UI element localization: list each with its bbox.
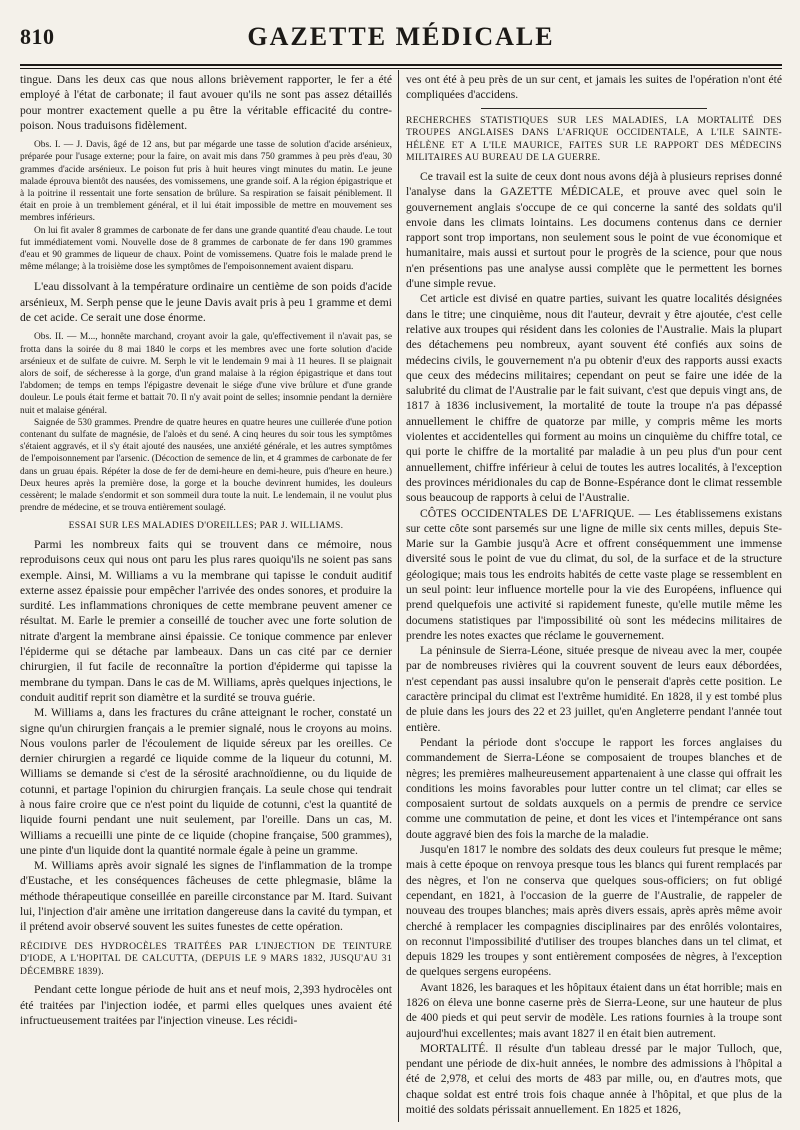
- right-column: [406, 72, 782, 1122]
- paragraph: M. Williams après avoir signalé les signes de l'inflammation de la trompe d'Eustache, et les conséquences fâcheuses de cette phlegmasie, blâme la méthode thérapeutique conseillée en pareille circonstance par M. Itard. Suivant lui, l'injection d'air amène une irritation dangereuse dans la cavité du tympan, et il prétend avoir observé souvent les suites funestes de cette opération.: [20, 859, 392, 934]
- observation-1: Obs. I. — J. Davis, âgé de 12 ans, but par mégarde une tasse de solution d'acide arsénieux, préparée pour l'usage externe; pour la faire, on avait mis dans 750 grammes à peu près d'eau, 30 grammes d'acide arsénieux. Le poison fut pris à huit heures vingt minutes du matin. Le jeune malade éprouva bientôt des nausées, des vomissemens, une grande soif. A la région épigastrique et à la poitrine il ressentait une forte sensation de brûlure. Sa respiration se faisait péniblement. Il était en proie à un tremblement général, et il lui était impossible de mettre en mouvement ses membres inférieurs.: [20, 140, 392, 224]
- paragraph: Cet article est divisé en quatre parties, suivant les quatre localités désignées dans le titre; une cinquième, nous dit l'auteur, devrait y être ajoutée, c'est celle relative aux troupes qui résident dans les colonies de l'Australie. Mais la plupart des détachemens peu nombreux, ayant souvent été confiés aux soins de médecins civils, le gouvernement n'a pu obtenir d'eux des rapports aussi exacts que ceux des médecins militaires; cependant on peut se faire une idée de la salubrité du climat de l'Australie par le fait suivant, c'est que depuis vingt ans, de 1817 à 1836 inclusivement, la mortalité de toute la troupe n'a pas dépassé annuellement le chiffre de quatorze par mille, y compris même les morts violentes et accidentelles qui forment au moins un cinquième du chiffre total, ce qui porte le chiffre de la mortalité par maladie à un peu plus d'un pour cent annuellement, chiffre inférieur à celui de toutes les autres localités, à l'exception des provinces méridionales du cap de Bonne-Espérance dont le climat ressemble sous beaucoup de rapports à celui de l'Australie.: [406, 292, 782, 505]
- section-rule: [481, 108, 707, 109]
- section-heading-williams: ESSAI SUR LES MALADIES D'OREILLES; PAR J. WILLIAMS.: [68, 520, 344, 532]
- section-heading-statistics: RECHERCHES STATISTIQUES SUR LES MALADIES, LA MORTALITÉ DES TROUPES ANGLAISES DANS L'AFRIQUE OCCIDENTALE, A L'ILE SAINTE-HÉLÈNE ET A L'ILE MAURICE, FAITES SUR LE RAPPORT DES MÉDECINS MILITAIRES AU BUREAU DE LA GUERRE.: [406, 114, 782, 164]
- observation-1-treatment: On lui fit avaler 8 grammes de carbonate de fer dans une grande quantité d'eau chaude. Le tout fut immédiatement vomi. Nouvelle dose de 8 grammes de carbonate de fer dans 190 grammes d'eau et 90 grammes de liqueur de chaux. Point de vomissemens. Quatre fois le malade prend le même mélange; à la troisième dose les symptômes de l'empoisonnement avaient disparu.: [20, 225, 392, 273]
- column-divider: [398, 70, 399, 1122]
- paragraph: Jusqu'en 1817 le nombre des soldats des deux couleurs fut presque le même; mais à cette époque on renvoya presque tous les blancs qui furent remplacés par des nègres, et l'on ne conserva que quelques sous-officiers; on fut obligé cependant, en 1821, à l'occasion de la guerre de l'Australie, de rappeler de nouveau des troupes blanches; mais après divers essais, après après même avoir cherché à remplacer les compagnies disciplinaires par des enrôlés volontaires, on reconnut l'impossibilité d'utiliser des troupes blanches dans un tel climat, et depuis 1829 les troupes y sont entièrement composées de nègres, à l'exception de quelques sergens européens.: [406, 843, 782, 979]
- page-header: [20, 20, 782, 58]
- section-heading-hydroceles: RÉCIDIVE DES HYDROCÈLES TRAITÉES PAR L'INJECTION DE TEINTURE D'IODE, A L'HOPITAL DE CALCUTTA, (DEPUIS LE 9 MARS 1832, JUSQU'AU 31 DÉCEMBRE 1839).: [20, 940, 392, 977]
- header-rule: [20, 64, 782, 69]
- left-column: [20, 72, 392, 1122]
- paragraph: MORTALITÉ. Il résulte d'un tableau dressé par le major Tulloch, que, pendant une période de dix-huit années, le nombre des admissions à l'hôpital a été de 2,978, et celui des morts de 483 par mille, ou, en d'autres mots, que chaque soldat est entré trois fois chaque année à l'hôpital, et que plus de la moitié des soldats périssait annuellement. En 1825 et 1826,: [406, 1041, 782, 1117]
- observation-2: Obs. II. — M..., honnête marchand, croyant avoir la gale, qu'effectivement il n'avait pas, se frotta dans la soirée du 8 mai 1840 le corps et les membres avec une forte solution d'acide arsénieux et de sulfate de cuivre. M. Serph le vit le lendemain 9 mai à 11 heures. Il se plaignait alors de soif, de sécheresse à la gorge, d'un grand malaise à la région épigastrique et dans tout l'abdomen; de temps en temps l'épigastre devenait le siége d'une vive brûlure et d'une grande douleur. Le pouls était ferme et battait 70. Il n'y avait point de selles; insomnie pendant la dernière nuit et malaise général.: [20, 332, 392, 416]
- paragraph: Avant 1826, les baraques et les hôpitaux étaient dans un état horrible; mais en 1826 on éleva une bonne caserne près de Sierra-Leone, sur une hauteur de plus de 400 pieds et qui peut servir de modèle. Les rations fournies à la troupe sont aujourd'hui excellentes; mais avant 1827 il en était bien autrement.: [406, 980, 782, 1040]
- paragraph: La péninsule de Sierra-Léone, située presque de niveau avec la mer, coupée par de nombreuses rivières qui la couvrent souvent de leurs eaux débordées, n'est cependant pas aussi insalubre qu'on le penserait d'après cette position. Le caractère principal du climat est l'extrême humidité. En 1828, il y est tombé plus de pluie dans les jours des 22 et 23 juillet, qu'en Angleterre pendant l'année tout entière.: [406, 644, 782, 734]
- observation-2-treatment: Saignée de 530 grammes. Prendre de quatre heures en quatre heures une cuillerée d'une potion contenant du sulfate de magnésie, de l'aloès et du sené. A cinq heures du soir tous les symptômes s'étaient aggravés, et il s'y était ajouté des nausées, une anxiété générale, et les autres symptômes de l'empoisonnement par l'arsenic. (Décoction de semence de lin, et 4 grammes de carbonate de fer dans un gruau épais. Répéter la dose de fer de demi-heure en demi-heure, puis d'heure en heure.) Deux heures après la première dose, la gorge et la bouche devinrent humides, les douleurs cessèrent; le malade s'endormit et son sommeil dura toute la nuit. Le lendemain, il ne voulut plus prendre de médecine, et se trouva entièrement soulagé.: [20, 417, 392, 514]
- paragraph: L'eau dissolvant à la température ordinaire un centième de son poids d'acide arsénieux, M. Serph pense que le jeune Davis avait pris à peu 1 gramme et demi de cet acide. Ce serait une dose énorme.: [20, 280, 392, 325]
- journal-title: GAZETTE MÉDICALE: [247, 22, 555, 51]
- paragraph: tingue. Dans les deux cas que nous allons brièvement rapporter, le fer a été employé à l'état de carbonate; il faut avouer qu'ils ne sont pas assez détaillés pour montrer exactement quelle a pu être la véritable efficacité du contre-poison. Nous traduisons fidèlement.: [20, 73, 392, 132]
- paragraph: CÔTES OCCIDENTALES DE L'AFRIQUE. — Les établissemens existans sur cette côte sont parsemés sur une ligne de mille six cents milles, depuis Ste-Marie sur la Gambie jusqu'à Acre et offrent conséquemment une immense diversité sous le point de vue du climat, du sol, de la surface et de la structure géologique; mais tous les endroits habités de cette vaste plage se ressemblent en un seul point: leur influence mortelle pour la vie des Européens, influence qui prend quelquefois une activité si rapidement funeste, qu'elle mutile même les documens statistiques par l'impossibilité où sont les médecins militaires de prendre les notes exactes que réclame le gouvernement.: [406, 506, 782, 642]
- paragraph: Pendant cette longue période de huit ans et neuf mois, 2,393 hydrocèles ont été traitées par l'injection iodée, et parmi elles quelques unes avaient été infructueusement traitées par l'injection vineuse. Les récidi-: [20, 983, 392, 1028]
- paragraph: Parmi les nombreux faits qui se trouvent dans ce mémoire, nous reproduisons ceux qui nous ont paru les plus rares quoiqu'ils ne soient pas sans exemple. Ainsi, M. Williams a vu la membrane qui tapisse le conduit auditif externe assez épaissie pour empêcher l'arrivée des ondes sonores, et produire la surdité. Les inflammations chroniques de cette membrane peuvent amener ce résultat. M. Earle le premier a conseillé de toucher avec une forte solution de nitrate d'argent la membrane ainsi épaissie. Ce tonique commence par enlever l'épiderme qui se détache par lambeaux. Dans un cas cité par ce dernier chirurgien, il fut facile de reconnaître la portion d'épiderme qui tapisse la membrane du tympan. Dans le cas de M. Williams, après quelques injections, le conduit auditif reprit son diamètre et la surdité se trouva guérie.: [20, 537, 392, 704]
- paragraph: Pendant la période dont s'occupe le rapport les forces anglaises du commandement de Sierra-Léone se composaient de troupes blanches et de nègres; les premières malheureusement appartenaient à une classe qui offrait les conditions les moins favorables pour lutter contre un tel climat; car elles se composaient surtout de soldats auxquels on a permis de prendre ce service comme une commutation de peine, et dont les vices et l'intempérance ont sans doute aggravé bien des fois la marche de la maladie.: [406, 735, 782, 841]
- paragraph: M. Williams a, dans les fractures du crâne atteignant le rocher, constaté un signe qu'un chirurgien français a le premier signalé, nous le croyons au moins. Nous voulons parler de l'écoulement de liquide séreux par les oreilles. Ce dernier chirurgien a regardé ce liquide comme de la liqueur du cotunni, M. Williams se demande si c'est de la sérosité arachnoïdienne, ou du liquide de cotunni, et partage l'opinion du chirurgien français. La seule chose qui tendrait à nous faire croire que ce n'est point du liquide de cotunni, c'est la quantité de liquide fourni pendant une nuit seulement, par l'oreille. Dans un cas, M. Williams a recueilli une pinte de ce liquide (chopine française, 500 grammes), une pinte d'un liquide dont la quantité normale égale à peine un gramme.: [20, 706, 392, 857]
- page-number: 810: [20, 24, 55, 49]
- paragraph: Ce travail est la suite de ceux dont nous avons déjà à plusieurs reprises donné l'analyse dans la GAZETTE MÉDICALE, et prouve avec quel soin le gouvernement anglais s'occupe de ce qui concerne la santé des soldats qu'il envoie dans les climats lointains. Les documens contenus dans ce dernier rapport sont trop importans, non seulement sous le point de vue économique et humanitaire, mais aussi et surtout pour le progrès de la science, pour que nous n'en présentions pas une analyse aussi complète que le permettent les bornes d'une simple revue.: [406, 169, 782, 291]
- paragraph: ves ont été à peu près de un sur cent, et jamais les suites de l'opération n'ont été compliquées d'accidens.: [406, 73, 782, 102]
